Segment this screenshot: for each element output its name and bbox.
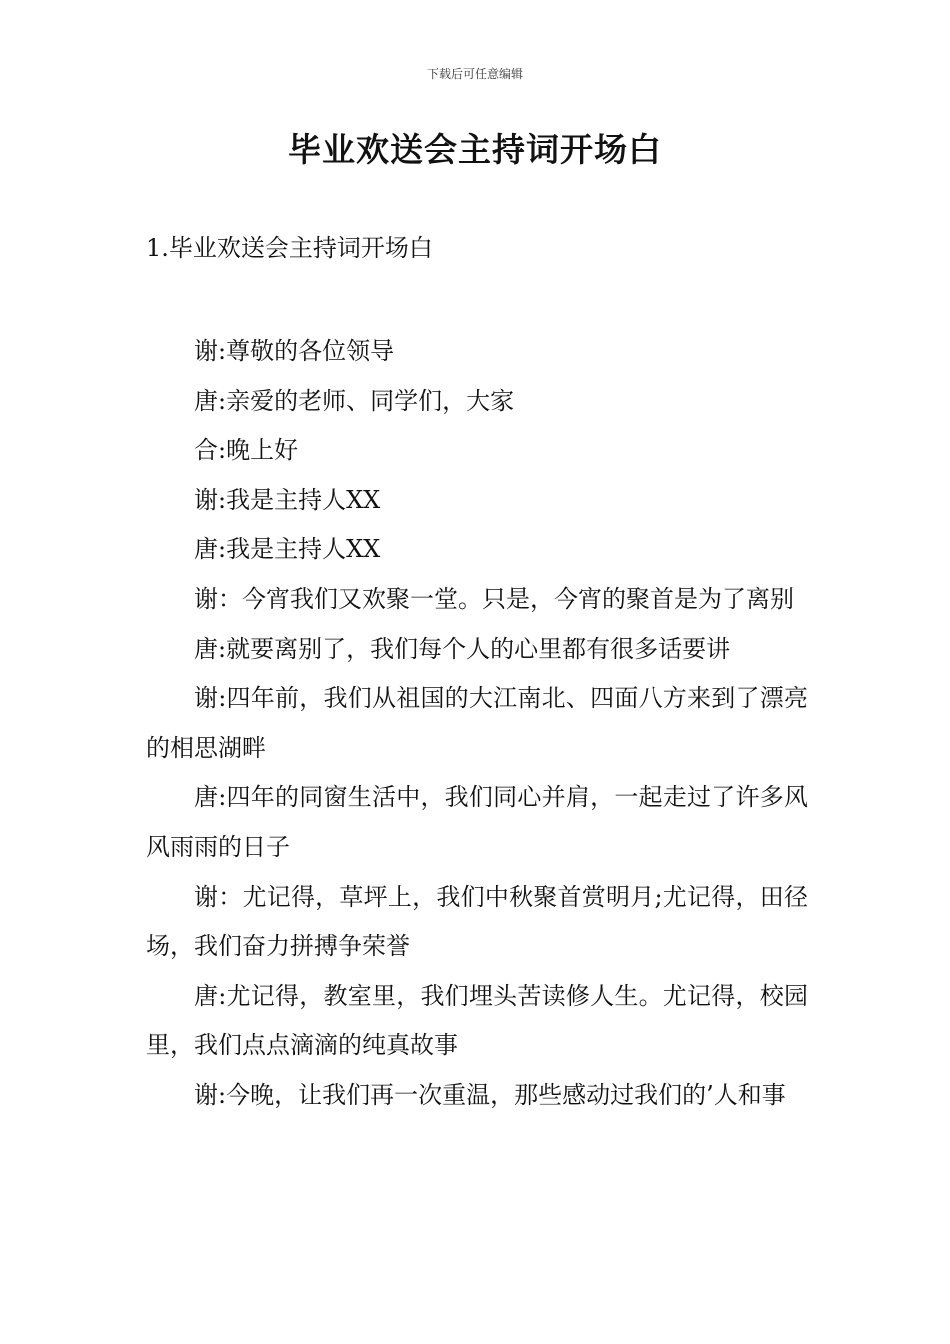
section-heading: 1.毕业欢送会主持词开场白	[146, 234, 433, 262]
paragraph: 唐:就要离别了，我们每个人的心里都有很多话要讲	[194, 634, 731, 663]
paragraph: 唐:尤记得，教室里，我们埋头苦读修人生。尤记得，校园里，我们点点滴滴的纯真故事	[146, 981, 808, 1060]
document-title: 毕业欢送会主持词开场白	[288, 130, 662, 169]
paragraph: 谢:尊敬的各位领导	[194, 337, 395, 365]
paragraph: 谢:四年前，我们从祖国的大江南北、四面八方来到了漂亮的相思湖畔	[146, 684, 808, 762]
header-note: 下载后可任意编辑	[426, 67, 523, 81]
paragraph: 谢:今晚，让我们再一次重温，那些感动过我们的’人和事	[194, 1080, 786, 1109]
body-text	[146, 327, 808, 1121]
paragraph: 唐:四年的同窗生活中，我们同心并肩，一起走过了许多风风雨雨的日子	[146, 783, 808, 861]
paragraph: 唐:我是主持人XX	[194, 535, 381, 564]
paragraph: 唐:亲爱的老师、同学们，大家	[194, 386, 515, 415]
paragraph: 谢：今宵我们又欢聚一堂。只是，今宵的聚首是为了离别	[194, 584, 794, 613]
paragraph: 谢：尤记得，草坪上，我们中秋聚首赏明月;尤记得，田径场，我们奋力拼搏争荣誉	[146, 882, 808, 961]
paragraph: 谢:我是主持人XX	[194, 485, 381, 514]
paragraph: 合:晚上好	[194, 436, 299, 465]
